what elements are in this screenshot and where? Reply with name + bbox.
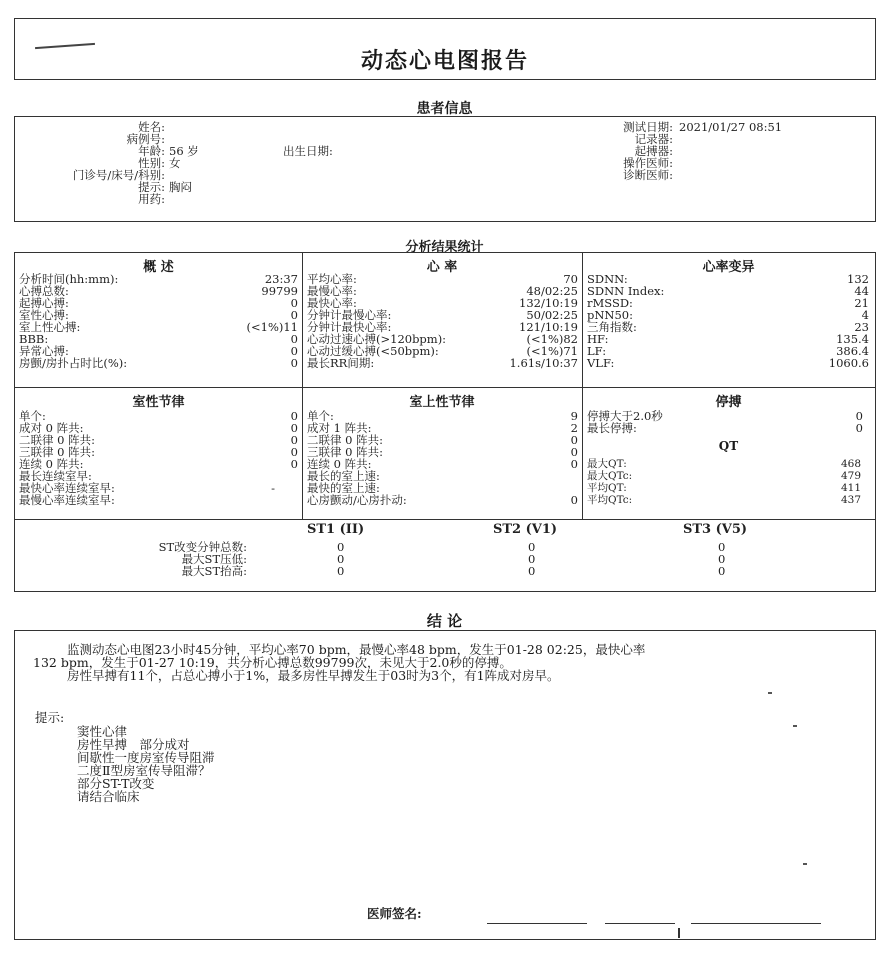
recorder-label: 记录器: [634, 132, 673, 146]
st2-header: ST2 (V1) [493, 522, 558, 537]
scan-speck [793, 725, 797, 727]
supraventricular-label: 心房颤动/心房扑动: [307, 493, 407, 507]
hrv-label: VLF: [587, 356, 615, 370]
pause-value: 0 [855, 409, 863, 423]
overview-value: (<1%)11 [246, 320, 298, 334]
heart-rate-label: 心动过缓心搏(<50bpm): [307, 344, 439, 358]
st3-value: 0 [718, 552, 726, 566]
name-label: 姓名: [138, 120, 165, 134]
supraventricular-label: 最长的室上速: [307, 469, 380, 483]
ventricular-value: - [271, 481, 275, 495]
st3-header: ST3 (V5) [683, 522, 748, 537]
hint-item: 二度Ⅱ型房室传导阻滞？ [77, 763, 211, 778]
heart-rate-value: 132/10:19 [519, 296, 578, 310]
supraventricular-value: 0 [570, 445, 578, 459]
hint-item: 窦性心律 [77, 724, 128, 739]
ventricular-header: 室性节律 [132, 395, 185, 410]
clinic-bed-dept-label: 门诊号/床号/科别: [72, 168, 165, 182]
signature-line-1 [487, 923, 587, 924]
hint-item: 部分ST-T改变 [77, 776, 155, 791]
supraventricular-label: 单个: [307, 409, 334, 423]
hint-item: 房性早搏 部分成对 [77, 737, 190, 752]
overview-value: 0 [290, 296, 298, 310]
ventricular-value: 0 [290, 433, 298, 447]
hrv-value: 44 [854, 284, 869, 298]
stats-table [14, 252, 876, 592]
overview-label: 房颤/房扑占时比(%): [19, 356, 128, 370]
hrv-label: rMSSD: [587, 296, 633, 310]
pause-value: 0 [855, 421, 863, 435]
heart-rate-header: 心 率 [426, 260, 458, 275]
gender-label: 性别: [138, 156, 165, 170]
hint-heading: 提示: [35, 710, 65, 725]
st3-value: 0 [718, 564, 726, 578]
ventricular-label: 成对 0 阵共: [19, 421, 84, 435]
overview-label: 异常心搏: [19, 344, 69, 358]
hrv-label: 三角指数: [587, 320, 637, 334]
hrv-label: LF: [587, 344, 607, 358]
qt-value: 479 [840, 470, 861, 482]
heart-rate-value: 1.61s/10:37 [509, 356, 578, 370]
hint-label: 提示: [138, 180, 165, 194]
st1-value: 0 [337, 552, 345, 566]
overview-label: 分析时间(hh:mm): [19, 272, 119, 286]
gender-value: 女 [169, 156, 181, 170]
heart-rate-label: 分钟计最快心率: [307, 320, 392, 334]
heart-rate-value: 48/02:25 [526, 284, 578, 298]
hint-item: 间歇性一度房室传导阻滞 [77, 750, 215, 765]
conclusion-para1-line2: 132 bpm，发生于01-27 10:19，共分析心搏总数99799次，未见大于2.0秒的停搏。 [33, 655, 512, 670]
st-row-label: 最大ST压低: [181, 552, 247, 566]
supraventricular-label: 二联律 0 阵共: [307, 433, 384, 447]
ventricular-label: 单个: [19, 409, 46, 423]
st1-value: 0 [337, 564, 345, 578]
ventricular-value: 0 [290, 457, 298, 471]
hrv-label: pNN50: [587, 308, 633, 322]
supraventricular-header: 室上性节律 [409, 395, 475, 410]
supraventricular-value: 0 [570, 433, 578, 447]
signature-line-2 [605, 923, 675, 924]
qt-value: 411 [840, 482, 861, 494]
overview-value: 99799 [261, 284, 298, 298]
birth-date-label: 出生日期: [283, 144, 333, 158]
overview-header: 概 述 [143, 260, 174, 275]
heart-rate-label: 最慢心率: [307, 284, 357, 298]
age-value: 56 岁 [169, 144, 199, 158]
ventricular-value: 0 [290, 445, 298, 459]
diagnostician-label: 诊断医师: [623, 168, 673, 182]
pause-label: 停搏大于2.0秒 [587, 409, 663, 423]
overview-value: 0 [290, 308, 298, 322]
hrv-label: SDNN: [587, 272, 628, 286]
hint-value: 胸闷 [169, 180, 192, 194]
overview-label: 心搏总数: [19, 284, 69, 298]
stats-section-title: 分析结果统计 [405, 240, 484, 255]
medication-label: 用药: [138, 192, 165, 206]
ventricular-label: 二联律 0 阵共: [19, 433, 96, 447]
qt-value: 468 [840, 458, 861, 470]
ventricular-value: 0 [290, 409, 298, 423]
heart-rate-label: 分钟计最慢心率: [307, 308, 392, 322]
hint-item: 请结合临床 [77, 789, 140, 804]
qt-label: 平均QT: [587, 482, 627, 494]
pause-header: 停搏 [715, 395, 742, 410]
supraventricular-label: 三联律 0 阵共: [307, 445, 384, 459]
conclusion-para1-line1: 监测动态心电图23小时45分钟，平均心率70 bpm，最慢心率48 bpm，发生于01-28 02:25，最快心率 [67, 642, 646, 657]
st-row-label: 最大ST抬高: [181, 564, 247, 578]
ventricular-label: 三联律 0 阵共: [19, 445, 96, 459]
heart-rate-value: 70 [563, 272, 578, 286]
doctor-signature-label: 医师签名: [367, 906, 422, 921]
overview-label: BBB: [19, 332, 49, 346]
heart-rate-label: 最长RR间期: [307, 356, 375, 370]
heart-rate-label: 平均心率: [307, 272, 357, 286]
supraventricular-value: 0 [570, 493, 578, 507]
row-divider-2 [15, 519, 875, 520]
heart-rate-value: (<1%)71 [526, 344, 578, 358]
supraventricular-label: 最快的室上速: [307, 481, 380, 495]
conclusion-section-title: 结 论 [426, 612, 463, 630]
pause-label: 最长停搏: [587, 421, 637, 435]
case-number-label: 病例号: [126, 132, 165, 146]
operator-label: 操作医师: [623, 156, 673, 170]
row-divider-1 [15, 387, 875, 388]
hrv-header: 心率变异 [702, 260, 755, 275]
heart-rate-value: 50/02:25 [526, 308, 578, 322]
st2-value: 0 [528, 540, 536, 554]
qt-label: 最大QTc: [587, 470, 633, 482]
patient-section-title: 患者信息 [416, 101, 473, 117]
hrv-value: 135.4 [836, 332, 869, 346]
ventricular-label: 最慢心率连续室早: [19, 493, 115, 507]
st2-value: 0 [528, 552, 536, 566]
hrv-value: 1060.6 [828, 356, 869, 370]
conclusion-para2: 房性早搏有11个，占总心搏小于1%，最多房性早搏发生于03时为3个，有1阵成对房早。 [67, 668, 560, 683]
scan-speck [768, 692, 772, 694]
report-title-box [14, 18, 876, 80]
supraventricular-value: 9 [570, 409, 578, 423]
ventricular-label: 最快心率连续室早: [19, 481, 115, 495]
supraventricular-value: 0 [570, 457, 578, 471]
test-date-label: 测试日期: [623, 120, 673, 134]
overview-value: 23:37 [264, 272, 298, 286]
ventricular-value: 0 [290, 421, 298, 435]
age-label: 年龄: [138, 144, 165, 158]
qt-label: 平均QTc: [587, 494, 633, 506]
hrv-label: HF: [587, 332, 609, 346]
st1-value: 0 [337, 540, 345, 554]
overview-label: 室性心搏: [19, 308, 69, 322]
hrv-value: 21 [854, 296, 869, 310]
qt-value: 437 [840, 494, 861, 506]
st1-header: ST1 (II) [307, 522, 365, 537]
overview-label: 起搏心搏: [19, 296, 69, 310]
patient-info-box [14, 116, 876, 222]
hrv-value: 386.4 [836, 344, 869, 358]
supraventricular-value: 2 [570, 421, 578, 435]
hrv-value: 4 [861, 308, 869, 322]
overview-value: 0 [290, 332, 298, 346]
st2-value: 0 [528, 564, 536, 578]
pacemaker-label: 起搏器: [634, 144, 673, 158]
heart-rate-value: 121/10:19 [519, 320, 578, 334]
ventricular-label: 最长连续室早: [19, 469, 92, 483]
report-title: 动态心电图报告 [360, 48, 529, 74]
col-divider-2 [582, 253, 583, 519]
heart-rate-label: 最快心率: [307, 296, 357, 310]
overview-value: 0 [290, 344, 298, 358]
hrv-value: 132 [847, 272, 869, 286]
scan-speck [803, 863, 807, 865]
qt-label: 最大QT: [587, 458, 627, 470]
heart-rate-label: 心动过速心搏(>120bpm): [307, 332, 447, 346]
conclusion-box [14, 630, 876, 940]
supraventricular-label: 连续 0 阵共: [307, 457, 372, 471]
supraventricular-label: 成对 1 阵共: [307, 421, 372, 435]
pen-mark-tick [678, 928, 680, 938]
overview-value: 0 [290, 356, 298, 370]
test-date-value: 2021/01/27 08:51 [679, 120, 783, 134]
overview-label: 室上性心搏: [19, 320, 81, 334]
col-divider-1 [302, 253, 303, 519]
heart-rate-value: (<1%)82 [526, 332, 578, 346]
qt-header: QT [718, 439, 739, 453]
hrv-label: SDNN Index: [587, 284, 665, 298]
hrv-value: 23 [854, 320, 869, 334]
ventricular-label: 连续 0 阵共: [19, 457, 84, 471]
signature-line-3 [691, 923, 821, 924]
st3-value: 0 [718, 540, 726, 554]
st-row-label: ST改变分钟总数: [158, 540, 247, 554]
